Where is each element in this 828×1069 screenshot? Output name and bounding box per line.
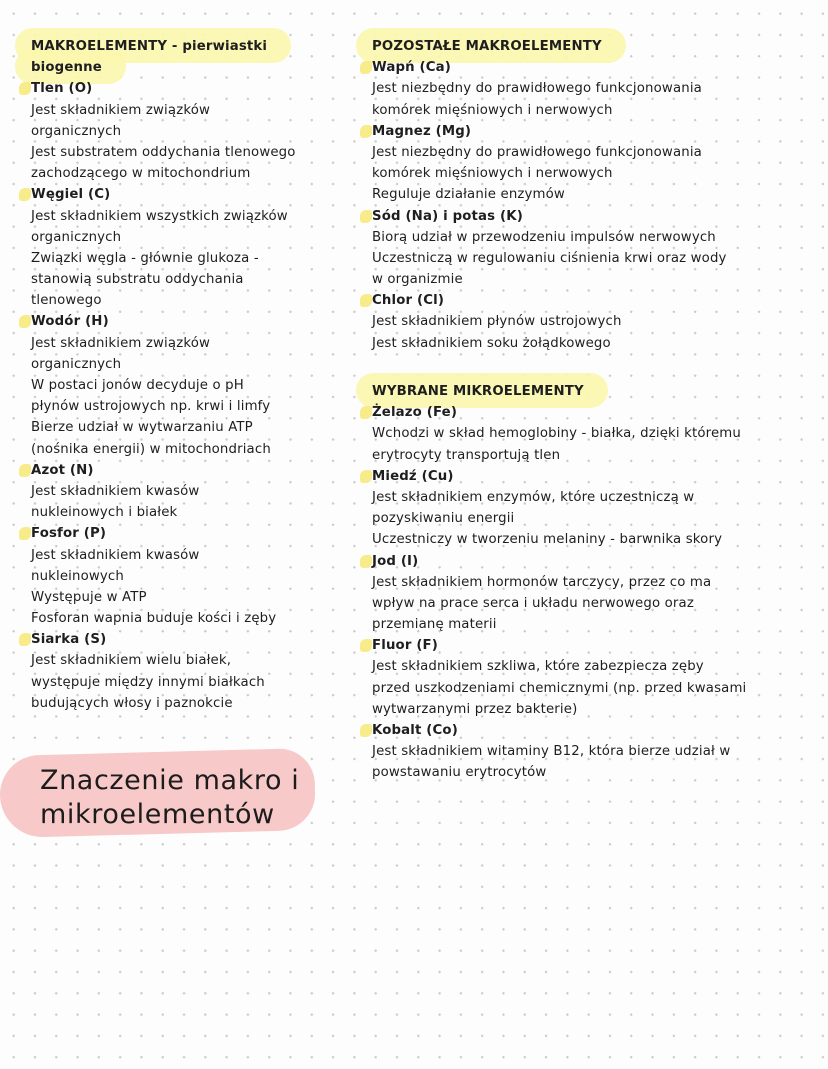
microelements-list — [372, 402, 822, 783]
element-description: W postaci jonów decyduje o pH — [31, 378, 244, 393]
page-title — [40, 764, 330, 832]
element-description: komórek mięśniowych i nerwowych — [372, 166, 613, 182]
macroelements-heading: MAKROELEMENTY - pierwiastki — [31, 36, 267, 57]
element-description: zachodzącego w mitochondrium — [31, 166, 251, 182]
element-name: Sód (Na) i potas (K) — [372, 206, 822, 227]
element-description: Jest składnikiem wielu białek, — [31, 653, 232, 669]
element-description: Uczestniczy w tworzeniu melaniny - barwnika skory — [372, 532, 723, 548]
other-macroelements-heading: POZOSTAŁE MAKROELEMENTY — [372, 36, 602, 57]
section-gap — [372, 354, 822, 375]
element-description: płynów ustrojowych np. krwi i limfy — [31, 399, 271, 415]
macroelements-heading-cont: biogenne — [31, 57, 102, 78]
element-description: Jest niezbędny do prawidłowego funkcjonowania — [372, 81, 702, 97]
element-name: Siarka (S) — [31, 629, 331, 650]
element-description: Jest składnikiem wszystkich związków — [31, 208, 288, 224]
element-description: organicznych — [31, 356, 122, 372]
element-description: Jest substratem oddychania tlenowego — [31, 144, 296, 160]
other-macroelements-list — [372, 57, 822, 354]
element-description: Uczestniczą w regulowaniu ciśnienia krwi oraz wody — [372, 250, 727, 266]
element-description: komórek mięśniowych i nerwowych — [372, 102, 613, 118]
element-description: Wchodzi w skład hemoglobiny - białka, dzięki któremu — [372, 426, 741, 442]
element-name: Jod (I) — [372, 551, 822, 572]
element-name: Magnez (Mg) — [372, 121, 822, 142]
element-name: Chlor (Cl) — [372, 290, 822, 311]
element-name: Azot (N) — [31, 460, 331, 481]
element-description: Jest składnikiem soku żołądkowego — [372, 335, 611, 351]
element-description: Biorą udział w przewodzeniu impulsów nerwowych — [372, 229, 716, 245]
macroelements-column — [31, 36, 331, 714]
element-description: w organizmie — [372, 272, 463, 288]
element-description: przed uszkodzeniami chemicznymi (np. przed kwasami — [372, 680, 747, 696]
element-description: Jest składnikiem związków — [31, 102, 211, 118]
element-description: Jest składnikiem szkliwa, które zabezpiecza zęby — [372, 659, 704, 675]
element-description: Jest składnikiem hormonów tarczycy, przez co ma — [372, 574, 712, 590]
element-description: Fosforan wapnia buduje kości i zęby — [31, 611, 277, 627]
element-description: organicznych — [31, 123, 122, 139]
element-description: Jest składnikiem enzymów, które uczestniczą w — [372, 489, 695, 505]
element-name: Kobalt (Co) — [372, 720, 822, 741]
element-name: Miedź (Cu) — [372, 466, 822, 487]
microelements-heading: WYBRANE MIKROELEMENTY — [372, 381, 584, 402]
other-elements-column — [372, 36, 822, 784]
element-name: Wodór (H) — [31, 311, 331, 332]
element-description: Jest składnikiem związków — [31, 335, 211, 351]
element-description: Jest składnikiem płynów ustrojowych — [372, 314, 622, 330]
element-description: nukleinowych — [31, 568, 124, 584]
element-name: Fluor (F) — [372, 635, 822, 656]
element-description: Reguluje działanie enzymów — [372, 187, 565, 203]
element-description: budujących włosy i paznokcie — [31, 695, 233, 711]
element-name: Żelazo (Fe) — [372, 402, 822, 423]
element-name: Fosfor (P) — [31, 523, 331, 544]
element-description: Jest składnikiem kwasów — [31, 483, 200, 499]
element-description: powstawaniu erytrocytów — [372, 765, 547, 781]
element-description: występuje między innymi białkach — [31, 674, 265, 690]
element-description: pozyskiwaniu energii — [372, 511, 515, 527]
element-description: wytwarzanymi przez bakterie) — [372, 701, 578, 717]
element-description: nukleinowych i białek — [31, 505, 178, 521]
element-description: organicznych — [31, 229, 122, 245]
page-title-line2: mikroelementów — [40, 799, 275, 830]
element-description: Występuje w ATP — [31, 589, 147, 605]
page-title-line1: Znaczenie makro i — [40, 765, 300, 796]
element-description: stanowią substratu oddychania — [31, 272, 244, 288]
element-description: wpływ na prace serca i układu nerwowego oraz — [372, 595, 694, 611]
element-description: Jest składnikiem kwasów — [31, 547, 200, 563]
element-name: Węgiel (C) — [31, 184, 331, 205]
element-description: przemianę materii — [372, 617, 497, 633]
element-description: tlenowego — [31, 293, 102, 309]
macroelements-list — [31, 78, 331, 714]
element-description: Jest niezbędny do prawidłowego funkcjonowania — [372, 144, 702, 160]
element-name: Tlen (O) — [31, 78, 331, 99]
element-description: Związki węgla - głównie glukoza - — [31, 250, 259, 266]
element-description: Bierze udział w wytwarzaniu ATP — [31, 420, 253, 436]
element-description: Jest składnikiem witaminy B12, która bierze udział w — [372, 744, 731, 760]
element-description: erytrocyty transportują tlen — [372, 447, 561, 463]
element-description: (nośnika energii) w mitochondriach — [31, 441, 271, 457]
element-name: Wapń (Ca) — [372, 57, 822, 78]
